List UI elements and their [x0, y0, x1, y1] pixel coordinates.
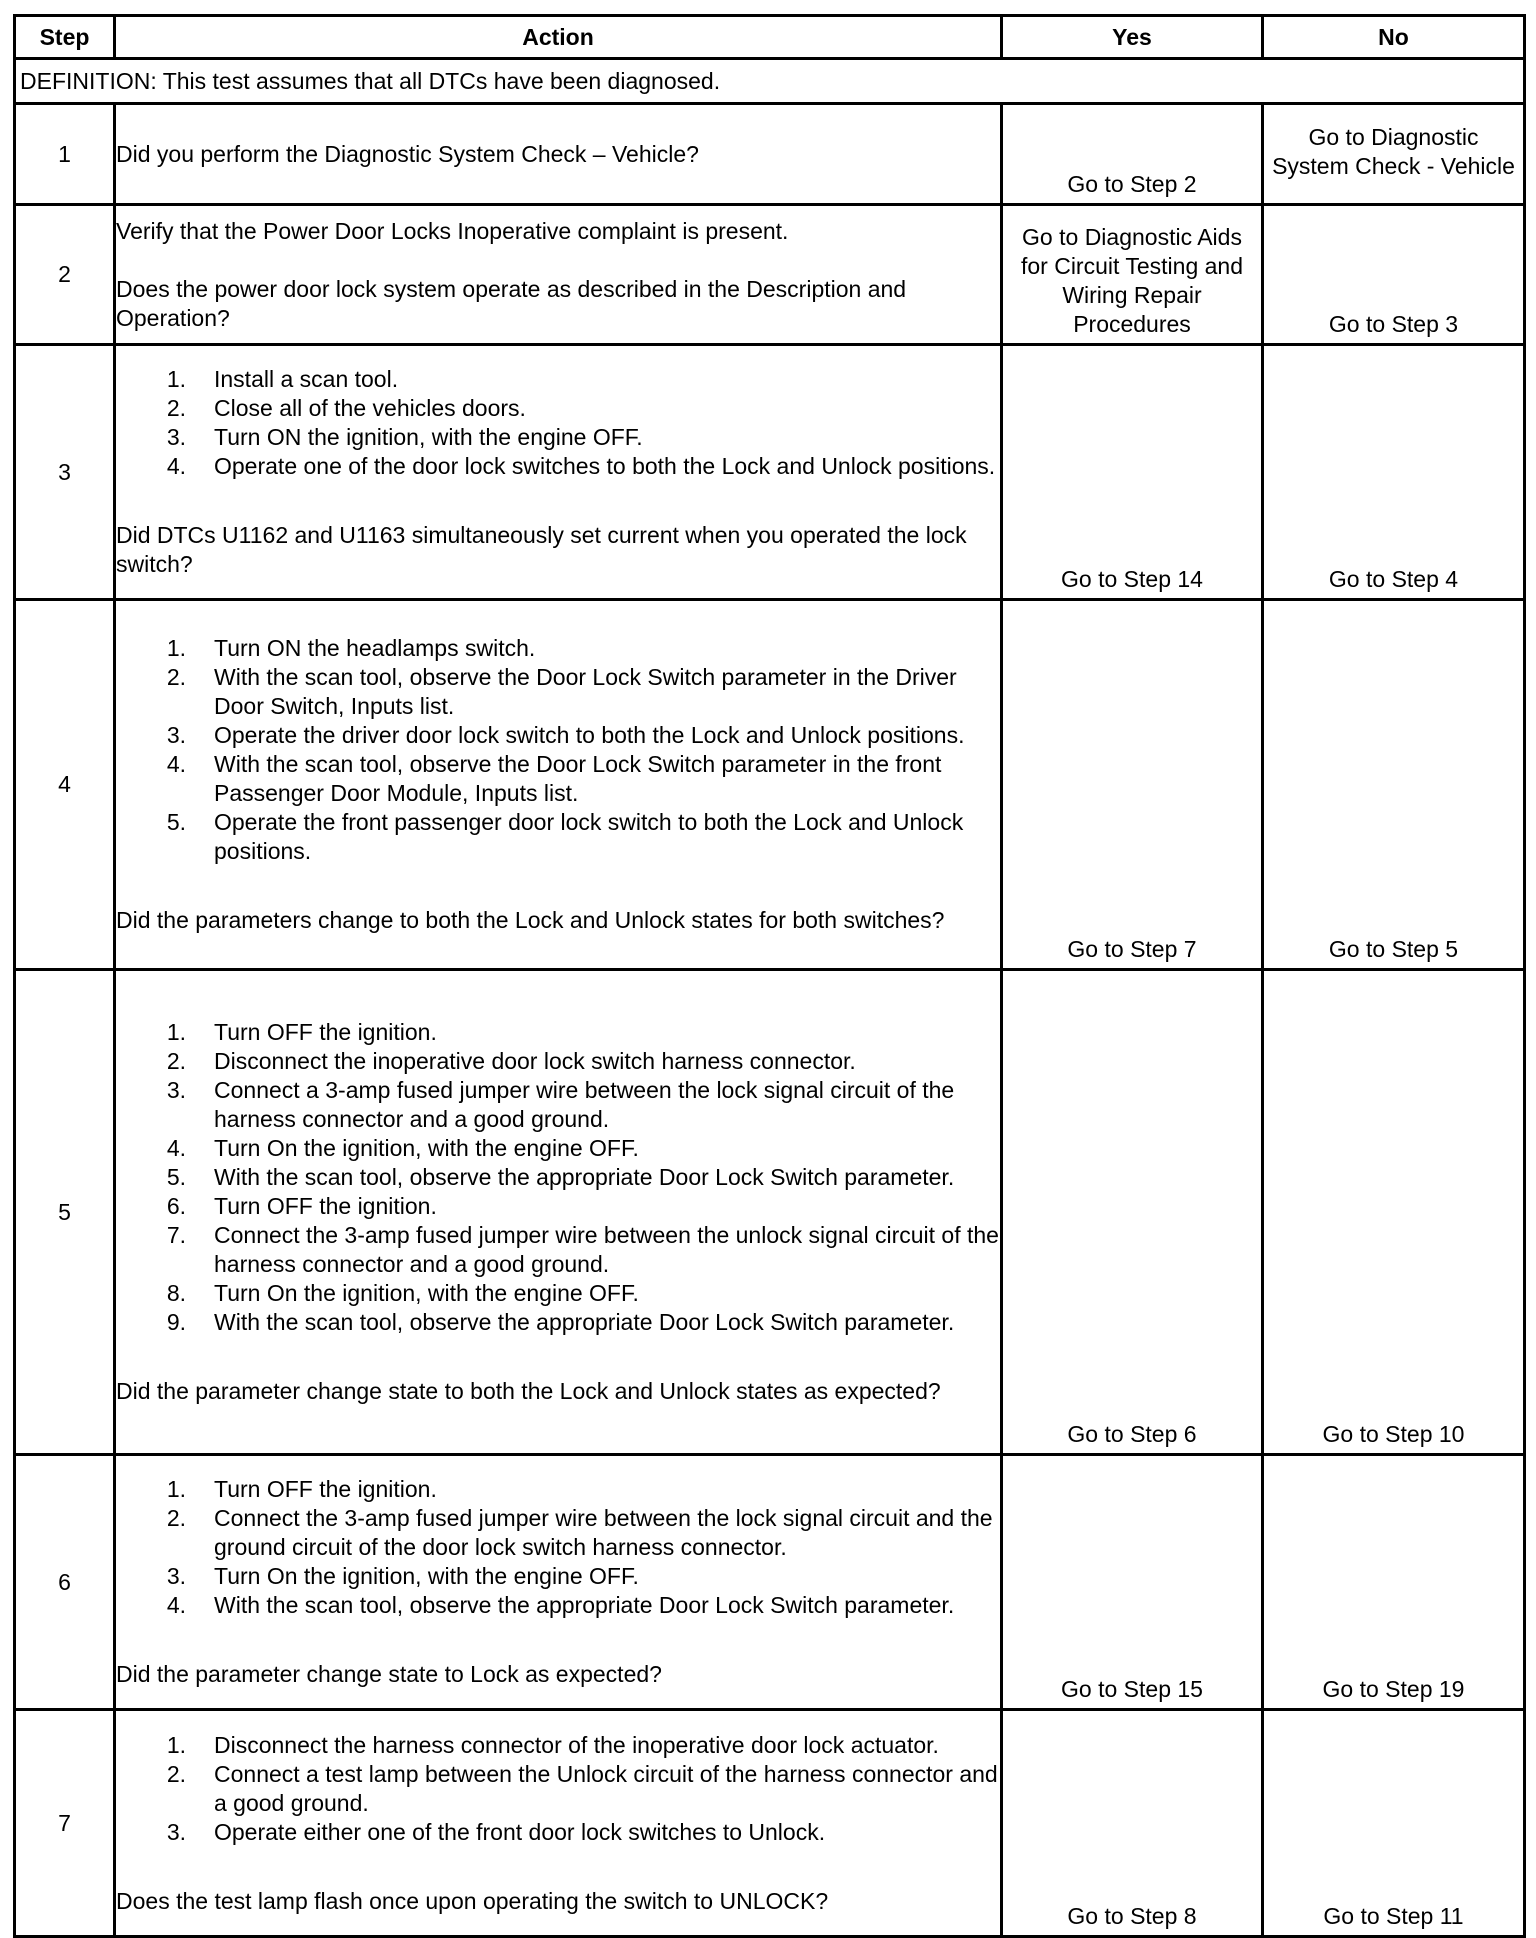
action-question: Did the parameter change state to both the Lock and Unlock states as expected?: [116, 1378, 941, 1404]
list-item: 2. Close all of the vehicles doors.: [166, 395, 526, 421]
table-row: [15, 1455, 1525, 1710]
yes-result: Go to Step 2: [1002, 104, 1263, 205]
action-intro: Did you perform the Diagnostic System Check – Vehicle?: [116, 140, 699, 167]
list-item: 9. With the scan tool, observe the appropriate Door Lock Switch parameter.: [166, 1309, 955, 1335]
action-cell: [115, 104, 1002, 205]
yes-result: Go to Step 6: [1002, 970, 1263, 1455]
list-item: 3. Turn ON the ignition, with the engine OFF.: [166, 424, 643, 450]
table-row: [15, 1710, 1525, 1937]
table-row: [15, 600, 1525, 970]
header-no: No: [1263, 16, 1525, 59]
step-number: 2: [15, 205, 115, 345]
list-item: 2. With the scan tool, observe the Door Lock Switch parameter in the Driver Door Switch, Inputs list.: [166, 664, 957, 719]
no-result: Go to Step 19: [1263, 1455, 1525, 1710]
list-item: 1. Turn OFF the ignition.: [166, 1476, 437, 1502]
step-number: 5: [15, 970, 115, 1455]
list-item: 1. Turn OFF the ignition.: [166, 1019, 437, 1045]
list-item: 3. Operate the driver door lock switch to both the Lock and Unlock positions.: [166, 722, 965, 748]
header-action: Action: [115, 16, 1002, 59]
no-result: Go to Step 3: [1263, 205, 1525, 345]
list-item: 7. Connect the 3-amp fused jumper wire between the unlock signal circuit of the harness connector and a good ground.: [166, 1222, 999, 1277]
list-item: 4. Turn On the ignition, with the engine OFF.: [166, 1135, 639, 1161]
list-item: 4. With the scan tool, observe the appropriate Door Lock Switch parameter.: [166, 1592, 955, 1618]
no-result: Go to Step 4: [1263, 345, 1525, 600]
no-result: Go to Step 5: [1263, 600, 1525, 970]
list-item: 1. Install a scan tool.: [166, 366, 399, 392]
list-item: 4. With the scan tool, observe the Door Lock Switch parameter in the front Passenger Door Module, Inputs list.: [166, 751, 942, 806]
header-row: [15, 16, 1525, 59]
list-item: 5. Operate the front passenger door lock switch to both the Lock and Unlock positions.: [166, 809, 964, 864]
yes-result: Go to Step 7: [1002, 600, 1263, 970]
action-cell: [115, 205, 1002, 345]
list-item: 1. Disconnect the harness connector of the inoperative door lock actuator.: [166, 1731, 939, 1758]
action-list: [116, 1018, 1000, 1337]
definition-text: DEFINITION: This test assumes that all DTCs have been diagnosed.: [15, 59, 1525, 104]
definition-row: [15, 59, 1525, 104]
list-item: 3. Connect a 3-amp fused jumper wire between the lock signal circuit of the harness connector and a good ground.: [166, 1077, 955, 1132]
yes-result: Go to Diagnostic Aids for Circuit Testing and Wiring Repair Procedures: [1002, 205, 1263, 345]
action-list: [116, 1475, 1000, 1620]
yes-result: Go to Step 14: [1002, 345, 1263, 600]
action-cell: [115, 1710, 1002, 1937]
list-item: 8. Turn On the ignition, with the engine OFF.: [166, 1280, 639, 1306]
table-row: [15, 345, 1525, 600]
action-question: Did the parameters change to both the Lock and Unlock states for both switches?: [116, 907, 945, 933]
list-item: 3. Operate either one of the front door lock switches to Unlock.: [166, 1818, 826, 1845]
header-yes: Yes: [1002, 16, 1263, 59]
yes-result: Go to Step 15: [1002, 1455, 1263, 1710]
list-item: 3. Turn On the ignition, with the engine OFF.: [166, 1563, 639, 1589]
action-cell: [115, 1455, 1002, 1710]
step-number: 3: [15, 345, 115, 600]
action-list: [116, 1731, 1000, 1847]
action-list: [116, 365, 1000, 481]
step-number: 6: [15, 1455, 115, 1710]
action-question: Does the power door lock system operate as described in the Description and Operation?: [116, 275, 907, 331]
list-item: 2. Disconnect the inoperative door lock switch harness connector.: [166, 1048, 856, 1074]
step-number: 7: [15, 1710, 115, 1937]
action-cell: [115, 345, 1002, 600]
step-number: 4: [15, 600, 115, 970]
action-cell: [115, 600, 1002, 970]
no-result: Go to Step 11: [1263, 1710, 1525, 1937]
action-list: [116, 634, 1000, 866]
list-item: 2. Connect a test lamp between the Unlock circuit of the harness connector and a good ground.: [166, 1760, 998, 1816]
no-result: Go to Diagnostic System Check - Vehicle: [1263, 104, 1525, 205]
no-result: Go to Step 10: [1263, 970, 1525, 1455]
action-question: Did the parameter change state to Lock as expected?: [116, 1661, 662, 1687]
action-intro: Verify that the Power Door Locks Inoperative complaint is present.: [116, 217, 789, 244]
diagnostic-table: [13, 14, 1526, 1938]
yes-result: Go to Step 8: [1002, 1710, 1263, 1937]
step-number: 1: [15, 104, 115, 205]
list-item: 6. Turn OFF the ignition.: [166, 1193, 437, 1219]
list-item: 4. Operate one of the door lock switches to both the Lock and Unlock positions.: [166, 453, 996, 479]
action-cell: [115, 970, 1002, 1455]
list-item: 5. With the scan tool, observe the appropriate Door Lock Switch parameter.: [166, 1164, 955, 1190]
list-item: 1. Turn ON the headlamps switch.: [166, 635, 536, 661]
action-question: Did DTCs U1162 and U1163 simultaneously set current when you operated the lock switch?: [116, 522, 967, 577]
table-row: [15, 205, 1525, 345]
table-row: [15, 970, 1525, 1455]
list-item: 2. Connect the 3-amp fused jumper wire between the lock signal circuit and the ground circuit of the door lock switch harness connector.: [166, 1505, 993, 1560]
table-row: [15, 104, 1525, 205]
action-question: Does the test lamp flash once upon operating the switch to UNLOCK?: [116, 1887, 829, 1914]
header-step: Step: [15, 16, 115, 59]
